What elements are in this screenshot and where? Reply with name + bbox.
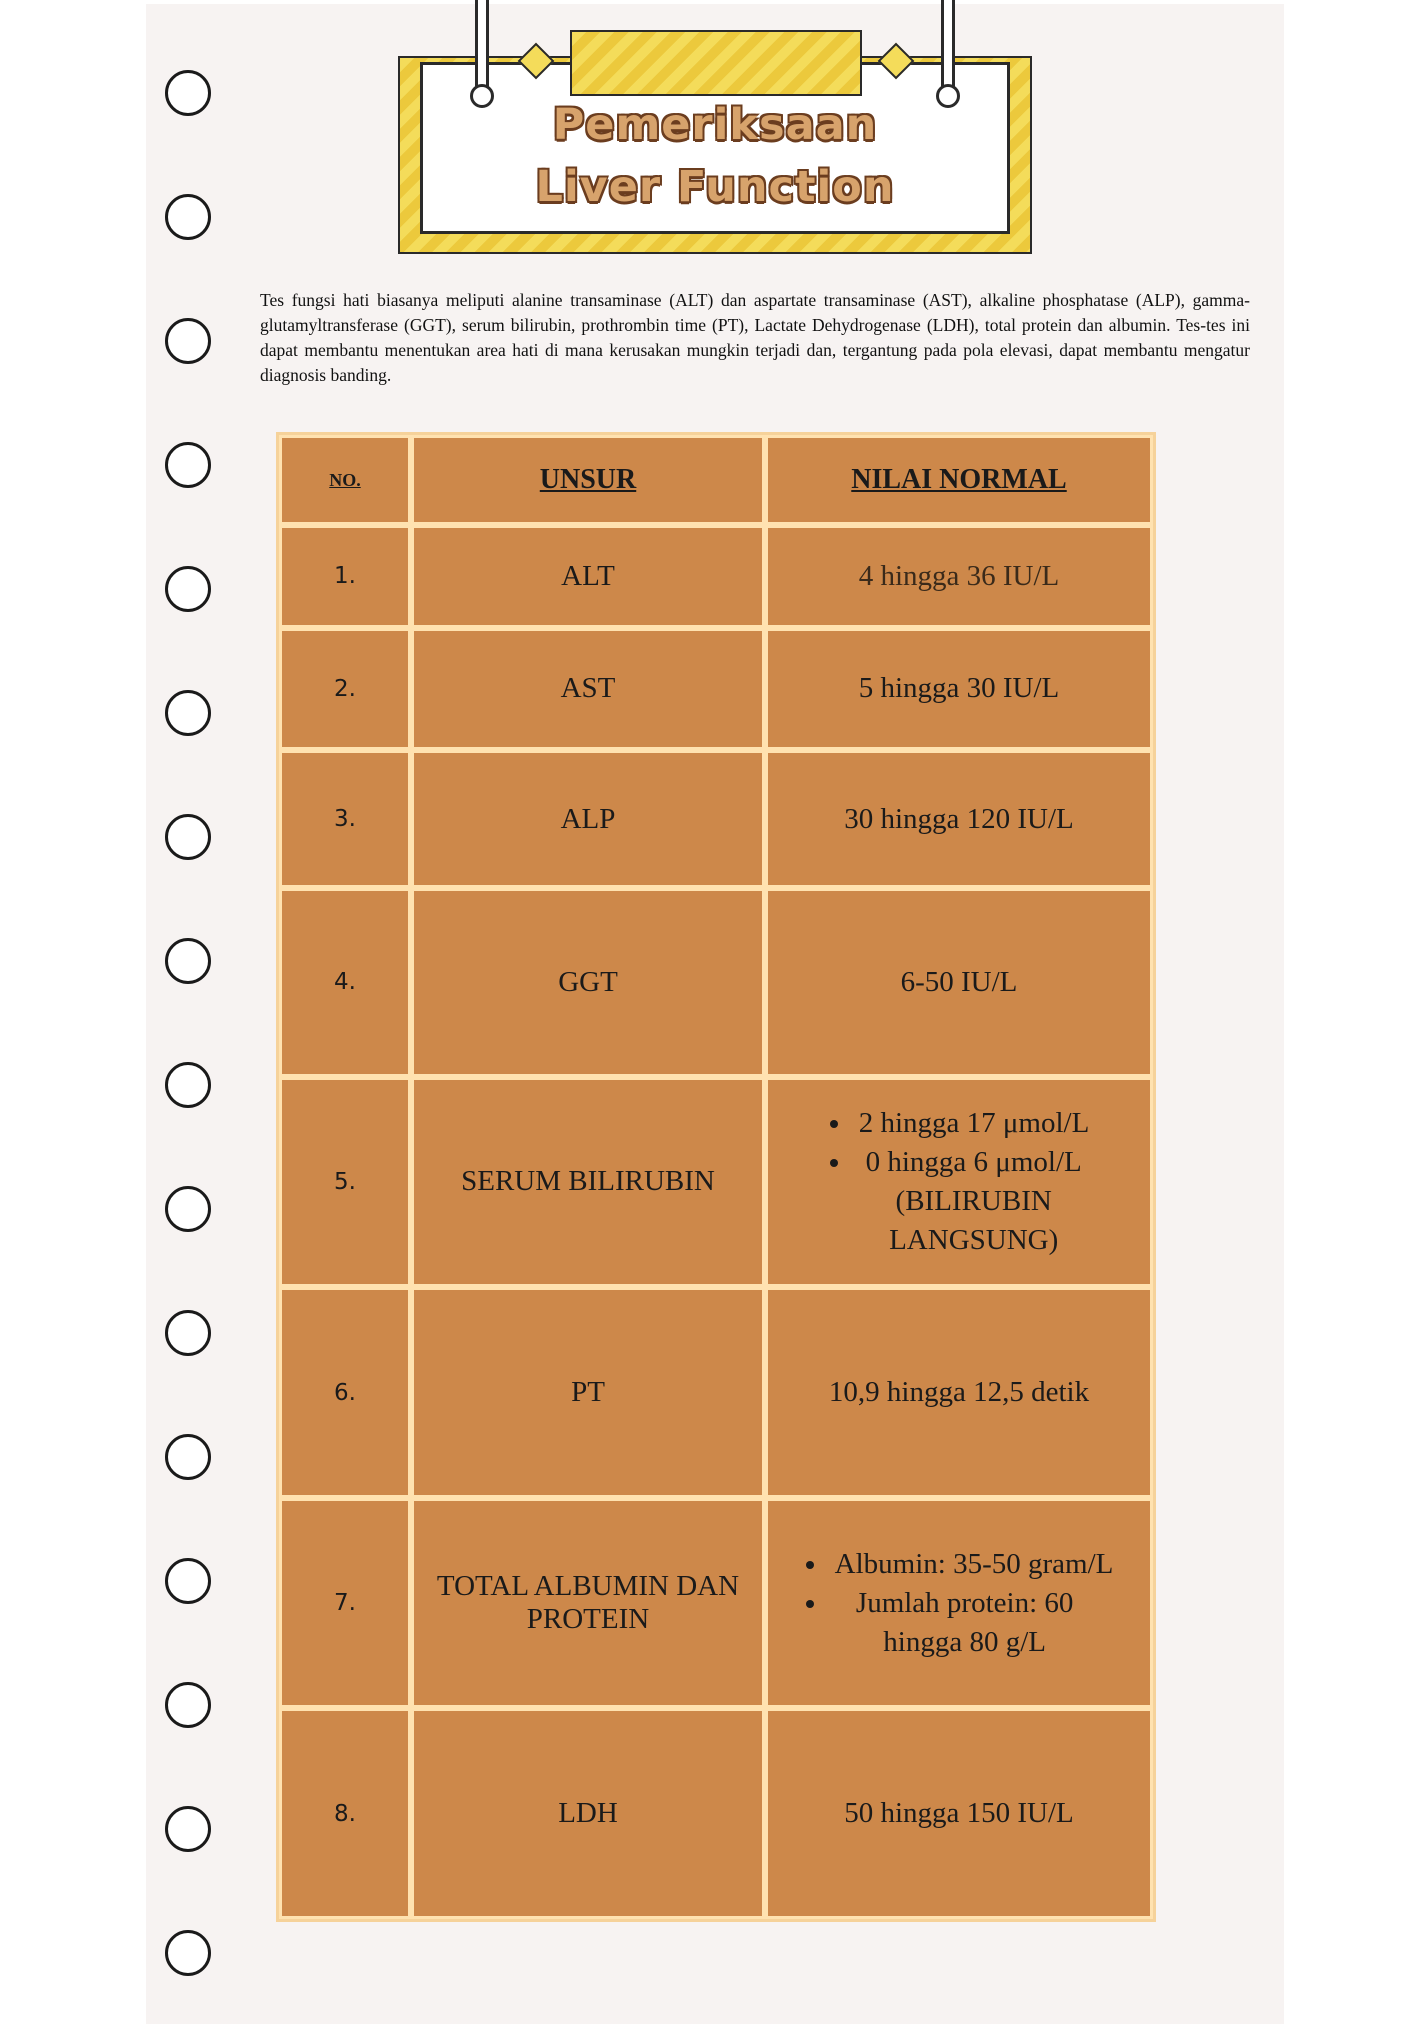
binder-ring (165, 1186, 211, 1232)
row-nilai: 6-50 IU/L (765, 888, 1153, 1077)
sign-hanger (941, 0, 955, 90)
table-row (279, 1287, 1153, 1498)
nilai-bullet-item: • 2 hingga 17 μmol/L (853, 1104, 1090, 1143)
table-row (279, 628, 1153, 750)
sign-band (570, 30, 862, 96)
table-row (279, 525, 1153, 627)
row-unsur: SERUM BILIRUBIN (411, 1077, 765, 1288)
binder-ring (165, 1434, 211, 1480)
binder-ring (165, 1310, 211, 1356)
row-number: 8. (279, 1708, 411, 1919)
row-nilai: 50 hingga 150 IU/L (765, 1708, 1153, 1919)
row-nilai: 10,9 hingga 12,5 detik (765, 1287, 1153, 1498)
intro-paragraph: Tes fungsi hati biasanya meliputi alanine transaminase (ALT) dan aspartate transaminase (AST), alkaline phosphatase (ALP), gamma-glutamyltransferase (GGT), serum bilirubin, prothrombin time (PT), Lactate Dehydrogenase (LDH), total protein dan albumin. Tes-tes ini dapat membantu menentukan area hati di mana kerusakan mungkin terjadi dan, tergantung pada pola elevasi, dapat membantu mengatur diagnosis banding. (260, 290, 1250, 385)
row-unsur: ALT (411, 525, 765, 627)
nilai-bullet-item: • Jumlah protein: 60 hingga 80 g/L (829, 1584, 1095, 1662)
nilai-bullet-item: • 0 hingga 6 μmol/L (BILIRUBIN LANGSUNG) (853, 1143, 1089, 1260)
page-title (420, 94, 1010, 218)
header-no: NO. (279, 435, 411, 525)
binder-ring (165, 1558, 211, 1604)
row-unsur: LDH (411, 1708, 765, 1919)
binder-ring (165, 690, 211, 736)
table-header-row (279, 435, 1153, 525)
header-nilai-normal: NILAI NORMAL (765, 435, 1153, 525)
row-unsur: GGT (411, 888, 765, 1077)
binder-ring (165, 938, 211, 984)
row-number: 7. (279, 1498, 411, 1709)
binder-ring (165, 1682, 211, 1728)
binder-ring (165, 1806, 211, 1852)
row-unsur: AST (411, 628, 765, 750)
nilai-bullet-item: • Albumin: 35-50 gram/L (829, 1545, 1114, 1584)
row-number: 3. (279, 750, 411, 888)
table-row (279, 1498, 1153, 1709)
binder-ring (165, 442, 211, 488)
nilai-bullet-list (829, 1104, 1090, 1260)
row-number: 5. (279, 1077, 411, 1288)
binder-ring (165, 194, 211, 240)
binder-ring (165, 814, 211, 860)
row-nilai: 5 hingga 30 IU/L (765, 628, 1153, 750)
title-line-2: Liver Function (535, 162, 895, 212)
row-number: 6. (279, 1287, 411, 1498)
nilai-bullet-list (805, 1545, 1114, 1662)
sign-hanger (475, 0, 489, 90)
row-nilai: 4 hingga 36 IU/L (765, 525, 1153, 627)
binder-ring (165, 1062, 211, 1108)
row-number: 2. (279, 628, 411, 750)
header-unsur: UNSUR (411, 435, 765, 525)
binder-ring (165, 1930, 211, 1976)
table-row (279, 750, 1153, 888)
table-row (279, 1077, 1153, 1288)
row-number: 1. (279, 525, 411, 627)
row-nilai-list (765, 1498, 1153, 1709)
row-nilai: 30 hingga 120 IU/L (765, 750, 1153, 888)
binder-ring (165, 566, 211, 612)
table-row (279, 1708, 1153, 1919)
liver-function-table (276, 432, 1156, 1922)
binder-ring (165, 70, 211, 116)
row-number: 4. (279, 888, 411, 1077)
row-unsur: TOTAL ALBUMIN DAN PROTEIN (411, 1498, 765, 1709)
row-nilai-list (765, 1077, 1153, 1288)
row-unsur: ALP (411, 750, 765, 888)
title-line-1: Pemeriksaan (552, 100, 878, 150)
row-unsur: PT (411, 1287, 765, 1498)
binder-ring (165, 318, 211, 364)
table-row (279, 888, 1153, 1077)
